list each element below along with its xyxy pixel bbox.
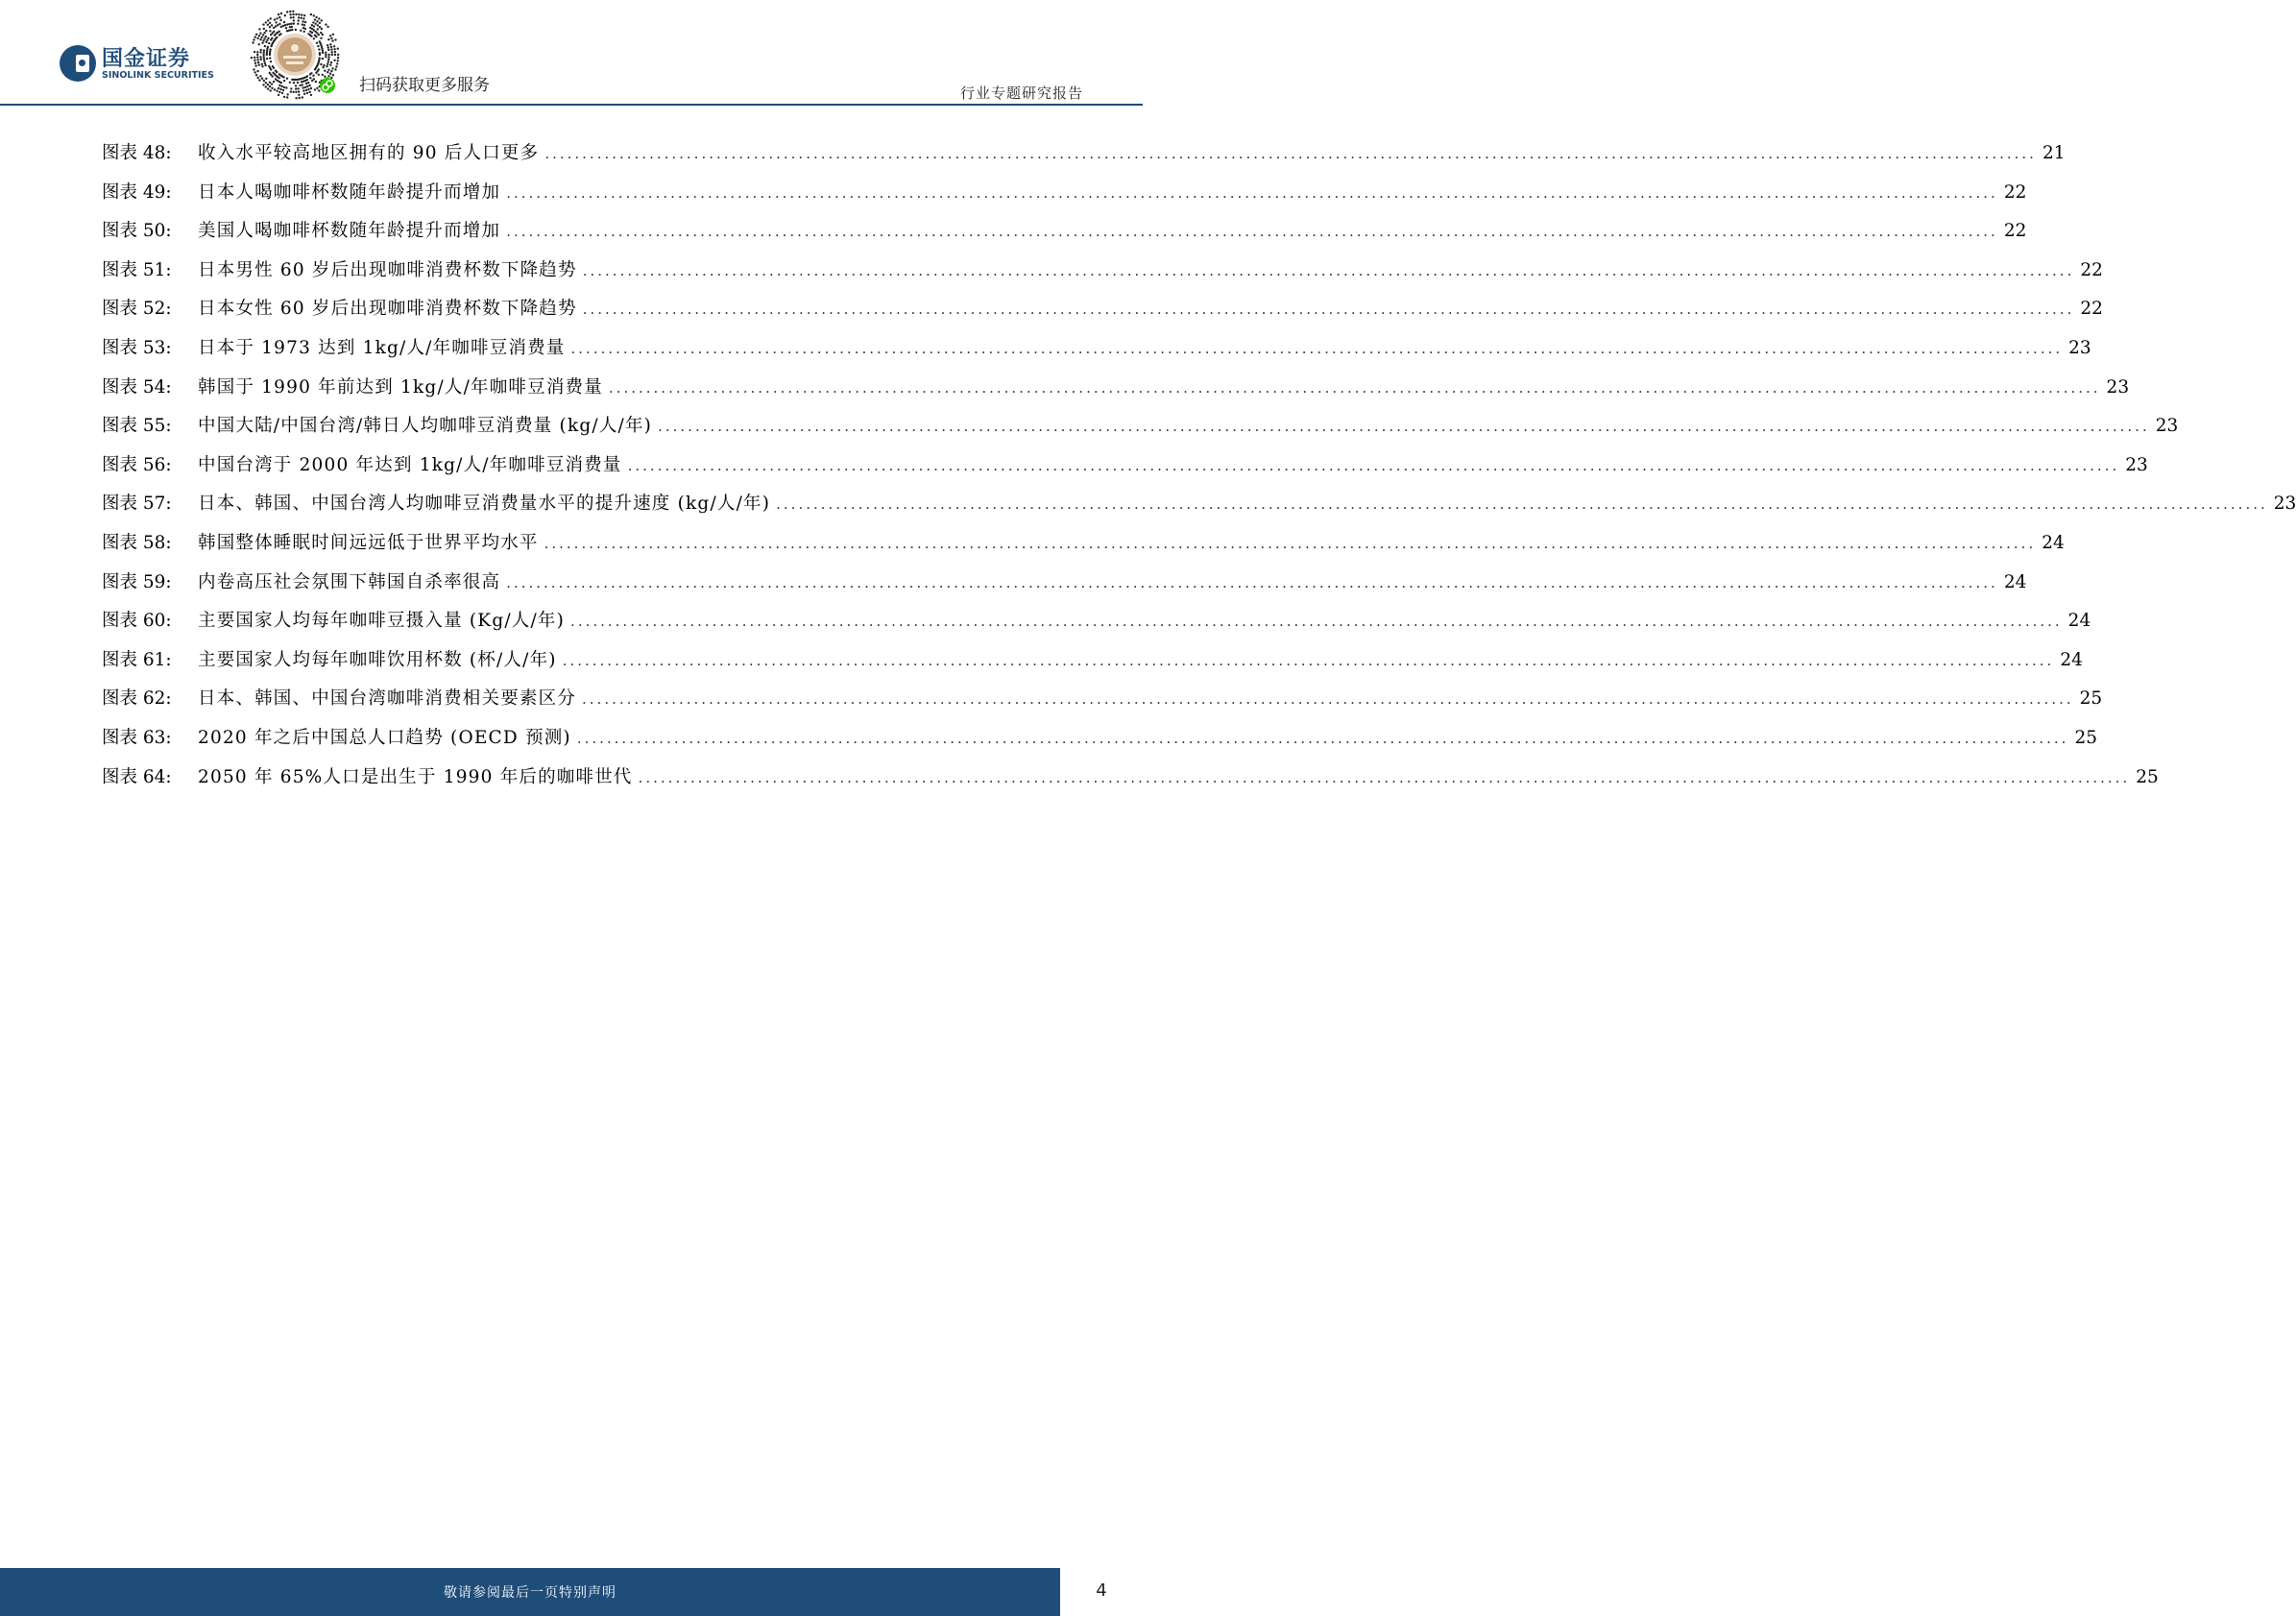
toc-figure-title: 韩国于 1990 年前达到 1kg/人/年咖啡豆消费量 — [198, 376, 603, 398]
toc-page-number: 25 — [2079, 688, 2103, 710]
toc-entry[interactable] — [102, 142, 2066, 181]
toc-dot-leader: ........................................................................................................................................................................................................ — [576, 729, 2069, 747]
toc-figure-title: 韩国整体睡眠时间远远低于世界平均水平 — [198, 532, 539, 553]
toc-figure-label: 图表 54: — [102, 376, 172, 398]
toc-page-number: 22 — [2003, 221, 2027, 242]
toc-figure-title: 收入水平较高地区拥有的 90 后人口更多 — [198, 143, 540, 163]
toc-figure-label: 图表 61: — [102, 649, 172, 670]
toc-dot-leader: ........................................................................................................................................................................................................ — [544, 534, 2037, 552]
toc-figure-label: 图表 50: — [102, 221, 172, 242]
toc-dot-leader: ........................................................................................................................................................................................................ — [506, 573, 1998, 591]
toc-entry[interactable] — [102, 181, 2027, 221]
toc-figure-label: 图表 62: — [102, 688, 172, 710]
toc-figure-title: 日本、韩国、中国台湾咖啡消费相关要素区分 — [198, 688, 577, 710]
toc-dot-leader: ........................................................................................................................................................................................................ — [658, 418, 2150, 436]
toc-entry[interactable] — [102, 766, 2159, 806]
toc-page-number: 23 — [2125, 454, 2148, 475]
toc-entry[interactable] — [102, 454, 2148, 494]
toc-dot-leader: ........................................................................................................................................................................................................ — [570, 339, 2064, 357]
toc-entry[interactable] — [102, 727, 2097, 766]
toc-figure-label: 图表 52: — [102, 299, 172, 320]
footer-disclaimer: 敬请参阅最后一页特别声明 — [444, 1585, 616, 1601]
toc-page-number: 23 — [2068, 337, 2091, 358]
page-footer — [0, 1568, 1143, 1616]
toc-page-number: 23 — [2106, 376, 2130, 398]
figure-index-list — [102, 142, 2296, 805]
report-type-label: 行业专题研究报告 — [959, 84, 1083, 102]
toc-page-number: 24 — [2003, 571, 2027, 592]
toc-figure-label: 图表 55: — [102, 416, 172, 437]
toc-page-number: 24 — [2060, 649, 2083, 670]
toc-entry[interactable] — [102, 376, 2130, 416]
header-divider — [0, 104, 1143, 106]
wechat-miniprogram-icon — [320, 78, 335, 93]
toc-entry[interactable] — [102, 532, 2065, 571]
toc-dot-leader: ........................................................................................................................................................................................................ — [638, 768, 2131, 786]
toc-figure-label: 图表 63: — [102, 727, 172, 748]
toc-figure-title: 日本人喝咖啡杯数随年龄提升而增加 — [198, 181, 501, 203]
company-logo — [60, 42, 223, 88]
toc-entry[interactable] — [102, 415, 2179, 454]
toc-figure-title: 2020 年之后中国总人口趋势 (OECD 预测) — [198, 727, 571, 748]
toc-figure-label: 图表 53: — [102, 337, 172, 358]
toc-dot-leader: ........................................................................................................................................................................................................ — [582, 690, 2074, 709]
page-header — [0, 0, 1143, 107]
toc-figure-label: 图表 59: — [102, 571, 172, 592]
toc-figure-title: 日本于 1973 达到 1kg/人/年咖啡豆消费量 — [198, 337, 566, 358]
toc-entry[interactable] — [102, 259, 2103, 299]
toc-figure-title: 中国台湾于 2000 年达到 1kg/人/年咖啡豆消费量 — [198, 454, 622, 475]
toc-figure-title: 日本、韩国、中国台湾人均咖啡豆消费量水平的提升速度 (kg/人/年) — [198, 494, 771, 515]
toc-page-number: 22 — [2080, 299, 2103, 320]
toc-figure-label: 图表 48: — [102, 143, 172, 163]
toc-figure-title: 中国大陆/中国台湾/韩日人均咖啡豆消费量 (kg/人/年) — [198, 416, 653, 437]
qr-code-icon[interactable] — [248, 8, 342, 102]
toc-entry[interactable] — [102, 220, 2027, 259]
toc-entry[interactable] — [102, 337, 2091, 376]
scan-for-services-text: 扫码获取更多服务 — [359, 76, 490, 95]
toc-entry[interactable] — [102, 649, 2083, 688]
toc-dot-leader: ........................................................................................................................................................................................................ — [506, 183, 1998, 202]
toc-figure-label: 图表 57: — [102, 494, 172, 515]
toc-figure-title: 日本男性 60 岁后出现咖啡消费杯数下降趋势 — [198, 259, 577, 280]
toc-figure-label: 图表 56: — [102, 454, 172, 475]
toc-entry[interactable] — [102, 493, 2296, 532]
toc-figure-label: 图表 51: — [102, 259, 172, 280]
toc-page-number: 22 — [2003, 181, 2027, 203]
toc-figure-title: 2050 年 65%人口是出生于 1990 年后的咖啡世代 — [198, 766, 633, 787]
toc-figure-title: 主要国家人均每年咖啡豆摄入量 (Kg/人/年) — [198, 611, 566, 632]
sinolink-logo-icon — [60, 45, 96, 82]
toc-page-number: 23 — [2155, 416, 2179, 437]
toc-figure-title: 主要国家人均每年咖啡饮用杯数 (杯/人/年) — [198, 649, 557, 670]
toc-dot-leader: ........................................................................................................................................................................................................ — [506, 223, 1998, 241]
toc-entry[interactable] — [102, 687, 2103, 727]
toc-entry[interactable] — [102, 610, 2091, 649]
toc-dot-leader: ........................................................................................................................................................................................................ — [582, 301, 2075, 319]
toc-dot-leader: ........................................................................................................................................................................................................ — [582, 261, 2075, 279]
logo-chinese-name: 国金证券 — [102, 47, 191, 71]
toc-page-number: 25 — [2074, 727, 2097, 748]
toc-dot-leader: ........................................................................................................................................................................................................ — [776, 495, 2268, 514]
toc-figure-title: 内卷高压社会氛围下韩国自杀率很高 — [198, 571, 501, 592]
toc-page-number: 25 — [2136, 766, 2159, 787]
toc-entry[interactable] — [102, 298, 2103, 337]
toc-figure-label: 图表 58: — [102, 532, 172, 553]
page-number: 4 — [1096, 1580, 1107, 1601]
toc-dot-leader: ........................................................................................................................................................................................................ — [627, 456, 2120, 474]
toc-dot-leader: ........................................................................................................................................................................................................ — [570, 613, 2063, 631]
toc-page-number: 22 — [2080, 259, 2103, 280]
toc-figure-label: 图表 64: — [102, 766, 172, 787]
toc-dot-leader: ........................................................................................................................................................................................................ — [562, 651, 2055, 669]
logo-english-name: SINOLINK SECURITIES — [102, 70, 214, 81]
toc-page-number: 24 — [2067, 611, 2091, 632]
toc-figure-title: 美国人喝咖啡杯数随年龄提升而增加 — [198, 221, 501, 242]
toc-page-number: 23 — [2273, 494, 2296, 515]
toc-figure-label: 图表 60: — [102, 611, 172, 632]
toc-figure-label: 图表 49: — [102, 181, 172, 203]
toc-figure-title: 日本女性 60 岁后出现咖啡消费杯数下降趋势 — [198, 299, 577, 320]
toc-dot-leader: ........................................................................................................................................................................................................ — [608, 378, 2101, 397]
toc-dot-leader: ........................................................................................................................................................................................................ — [544, 145, 2037, 162]
toc-entry[interactable] — [102, 571, 2027, 611]
toc-page-number: 21 — [2042, 143, 2066, 163]
toc-page-number: 24 — [2042, 532, 2065, 553]
